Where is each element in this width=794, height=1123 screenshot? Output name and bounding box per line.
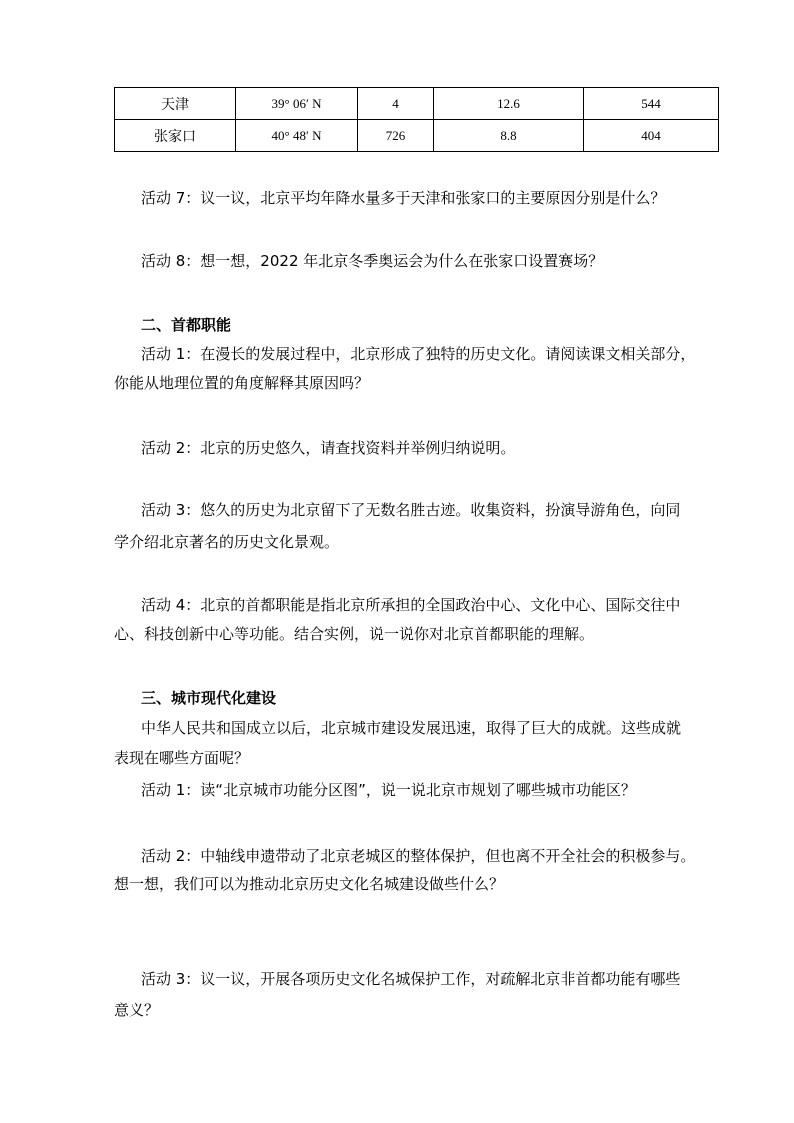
table-cell-altitude: 726 xyxy=(358,120,434,152)
table-cell-city: 天津 xyxy=(115,88,236,120)
table-cell-altitude: 4 xyxy=(358,88,434,120)
activity-1-text-line1: 活动 1：在漫长的发展过程中，北京形成了独特的历史文化。请阅读课文相关部分， xyxy=(141,345,696,363)
section3-activity-2-text-line1: 活动 2：中轴线申遗带动了北京老城区的整体保护，但也离不开全社会的积极参与。 xyxy=(141,847,696,865)
section3-intro-line2: 表现在哪些方面呢？ xyxy=(114,749,250,767)
table-cell-precipitation: 544 xyxy=(584,88,719,120)
section3-activity-3-text-line2: 意义？ xyxy=(114,1001,160,1019)
section3-activity-2-text-line2: 想一想，我们可以为推动北京历史文化名城建设做些什么？ xyxy=(114,875,505,893)
table-cell-temperature: 8.8 xyxy=(434,120,584,152)
table-cell-precipitation: 404 xyxy=(584,120,719,152)
table-cell-temperature: 12.6 xyxy=(434,88,584,120)
table-cell-latitude: 39° 06′ N xyxy=(236,88,358,120)
climate-data-table xyxy=(114,87,719,152)
activity-4-text-line1: 活动 4：北京的首都职能是指北京所承担的全国政治中心、文化中心、国际交往中 xyxy=(141,596,681,614)
section-heading-urban-modernization: 三、城市现代化建设 xyxy=(141,689,277,707)
table-row xyxy=(115,120,719,152)
section3-activity-3-text-line1: 活动 3：议一议，开展各项历史文化名城保护工作，对疏解北京非首都功能有哪些 xyxy=(141,970,681,988)
section3-activity-1-text: 活动 1：读“北京城市功能分区图”，说一说北京市规划了哪些城市功能区？ xyxy=(141,781,636,799)
activity-2-text: 活动 2：北京的历史悠久，请查找资料并举例归纳说明。 xyxy=(141,439,516,457)
section-heading-capital-functions: 二、首都职能 xyxy=(141,316,232,334)
activity-4-text-line2: 心、科技创新中心等功能。结合实例，说一说你对北京首都职能的理解。 xyxy=(114,625,595,643)
table-cell-latitude: 40° 48′ N xyxy=(236,120,358,152)
table-cell-city: 张家口 xyxy=(115,120,236,152)
activity-1-text-line2: 你能从地理位置的角度解释其原因吗？ xyxy=(114,374,370,392)
activity-3-text-line1: 活动 3：悠久的历史为北京留下了无数名胜古迹。收集资料，扮演导游角色，向同 xyxy=(141,501,681,519)
activity-8-text: 活动 8：想一想，2022 年北京冬季奥运会为什么在张家口设置赛场？ xyxy=(141,252,604,270)
section3-intro-line1: 中华人民共和国成立以后，北京城市建设发展迅速，取得了巨大的成就。这些成就 xyxy=(141,719,682,737)
table-row xyxy=(115,88,719,120)
activity-7-text: 活动 7：议一议，北京平均年降水量多于天津和张家口的主要原因分别是什么？ xyxy=(141,189,666,207)
activity-3-text-line2: 学介绍北京著名的历史文化景观。 xyxy=(114,533,340,551)
